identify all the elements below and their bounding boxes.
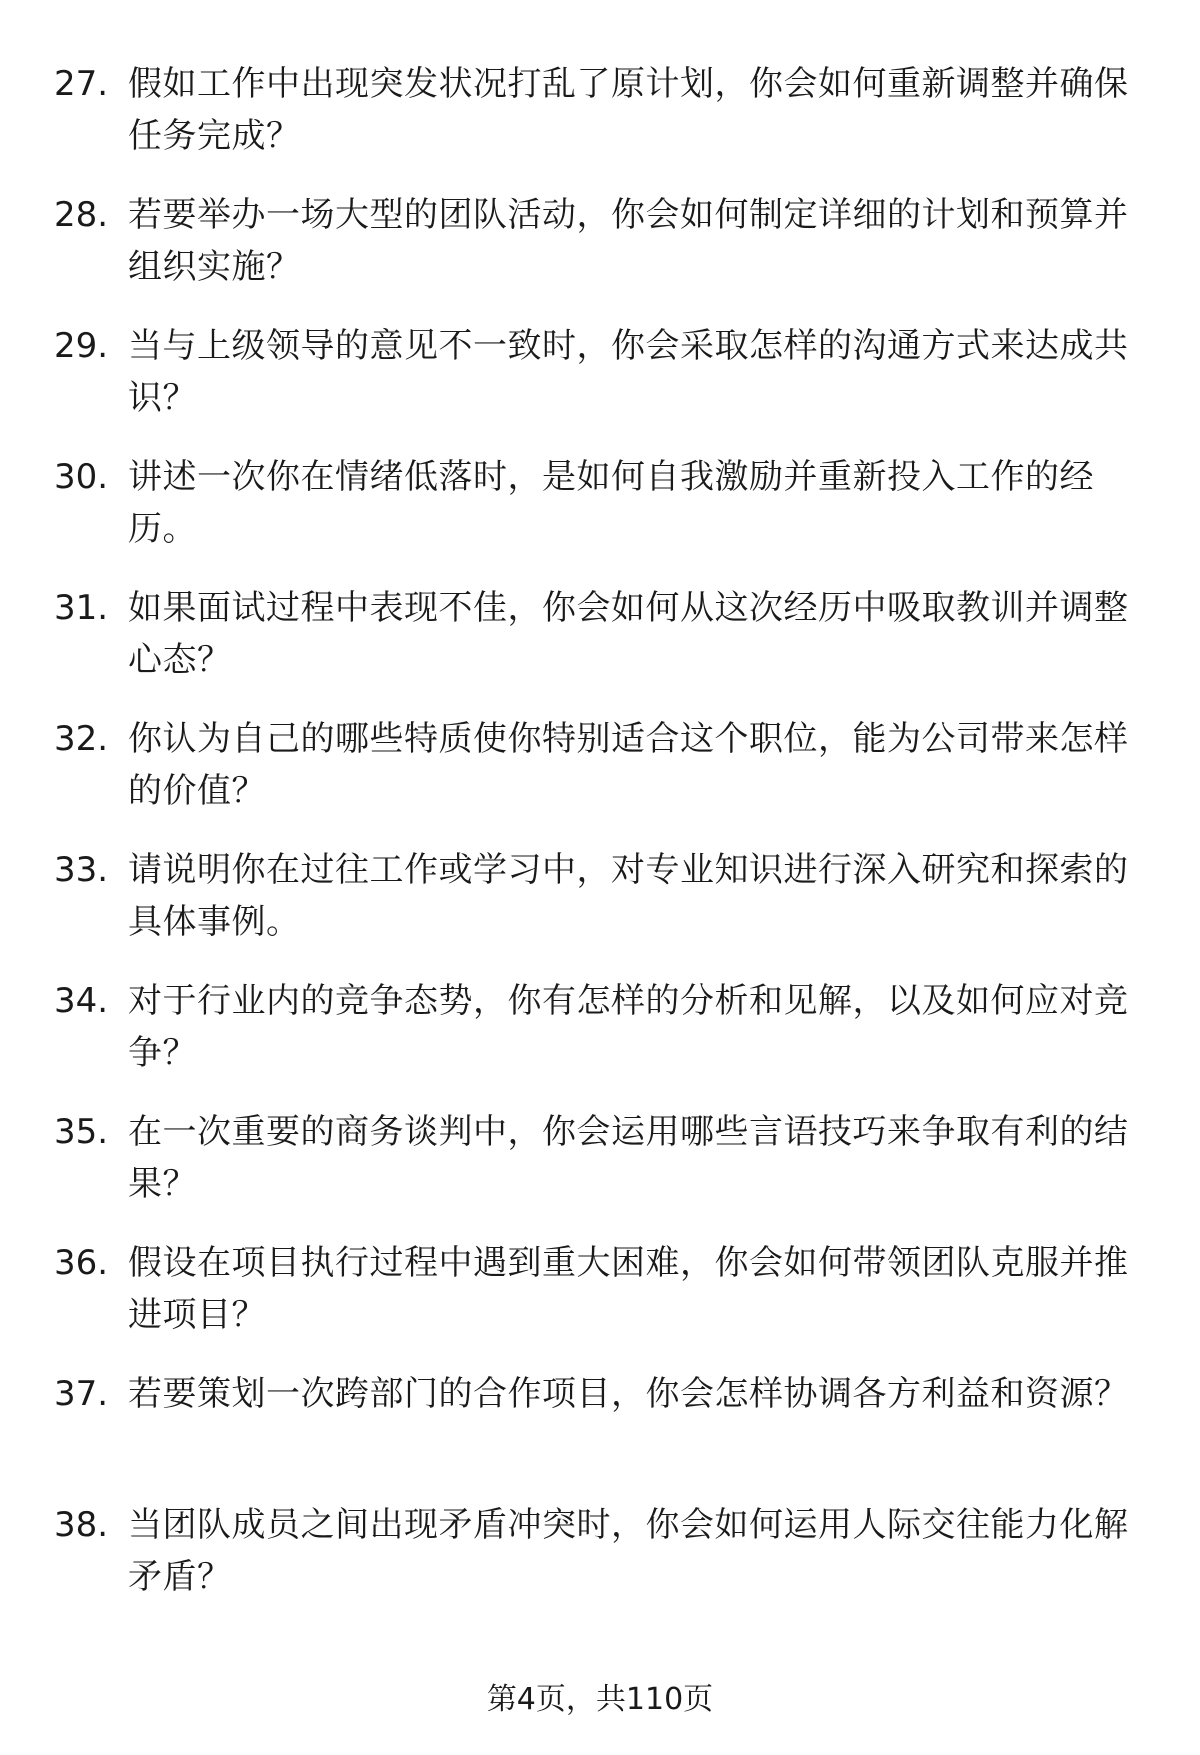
question-number: 27. [54,64,109,104]
question-text: 讲述一次你在情绪低落时，是如何自我激励并重新投入工作的经历。 [128,457,1094,549]
question-number: 34. [54,981,109,1021]
question-number: 29. [54,326,109,366]
question-text: 请说明你在过往工作或学习中，对专业知识进行深入研究和探索的具体事例。 [128,850,1129,942]
question-text: 对于行业内的竞争态势，你有怎样的分析和见解，以及如何应对竞争？ [128,981,1129,1073]
question-item [0,320,1200,451]
question-number: 35. [54,1112,109,1152]
question-number: 38. [54,1505,109,1545]
question-item [0,713,1200,844]
question-item [0,189,1200,320]
question-text: 当团队成员之间出现矛盾冲突时，你会如何运用人际交往能力化解矛盾？ [128,1505,1129,1597]
question-item [0,1106,1200,1237]
question-text: 假设在项目执行过程中遇到重大困难，你会如何带领团队克服并推进项目？ [128,1243,1129,1335]
question-number: 31. [54,588,109,628]
question-item [0,975,1200,1106]
question-number: 28. [54,195,109,235]
page-footer: 第4页，共110页 [486,1682,714,1717]
question-item [0,451,1200,582]
question-text: 在一次重要的商务谈判中，你会运用哪些言语技巧来争取有利的结果？ [128,1112,1129,1204]
question-text: 假如工作中出现突发状况打乱了原计划，你会如何重新调整并确保任务完成？ [128,64,1129,156]
question-text: 若要策划一次跨部门的合作项目，你会怎样协调各方利益和资源？ [128,1374,1129,1414]
question-number: 33. [54,850,109,890]
question-text: 当与上级领导的意见不一致时，你会采取怎样的沟通方式来达成共识？ [128,326,1129,418]
question-number: 30. [54,457,109,497]
question-list [0,58,1200,1630]
question-number: 32. [54,719,109,759]
question-item [0,1368,1200,1499]
question-item [0,1237,1200,1368]
question-text: 若要举办一场大型的团队活动，你会如何制定详细的计划和预算并组织实施？ [128,195,1129,287]
question-text: 你认为自己的哪些特质使你特别适合这个职位，能为公司带来怎样的价值？ [128,719,1129,811]
question-item [0,58,1200,189]
question-text: 如果面试过程中表现不佳，你会如何从这次经历中吸取教训并调整心态？ [128,588,1129,680]
question-item [0,582,1200,713]
question-number: 37. [54,1374,109,1414]
question-item [0,844,1200,975]
question-number: 36. [54,1243,109,1283]
question-item [0,1499,1200,1630]
